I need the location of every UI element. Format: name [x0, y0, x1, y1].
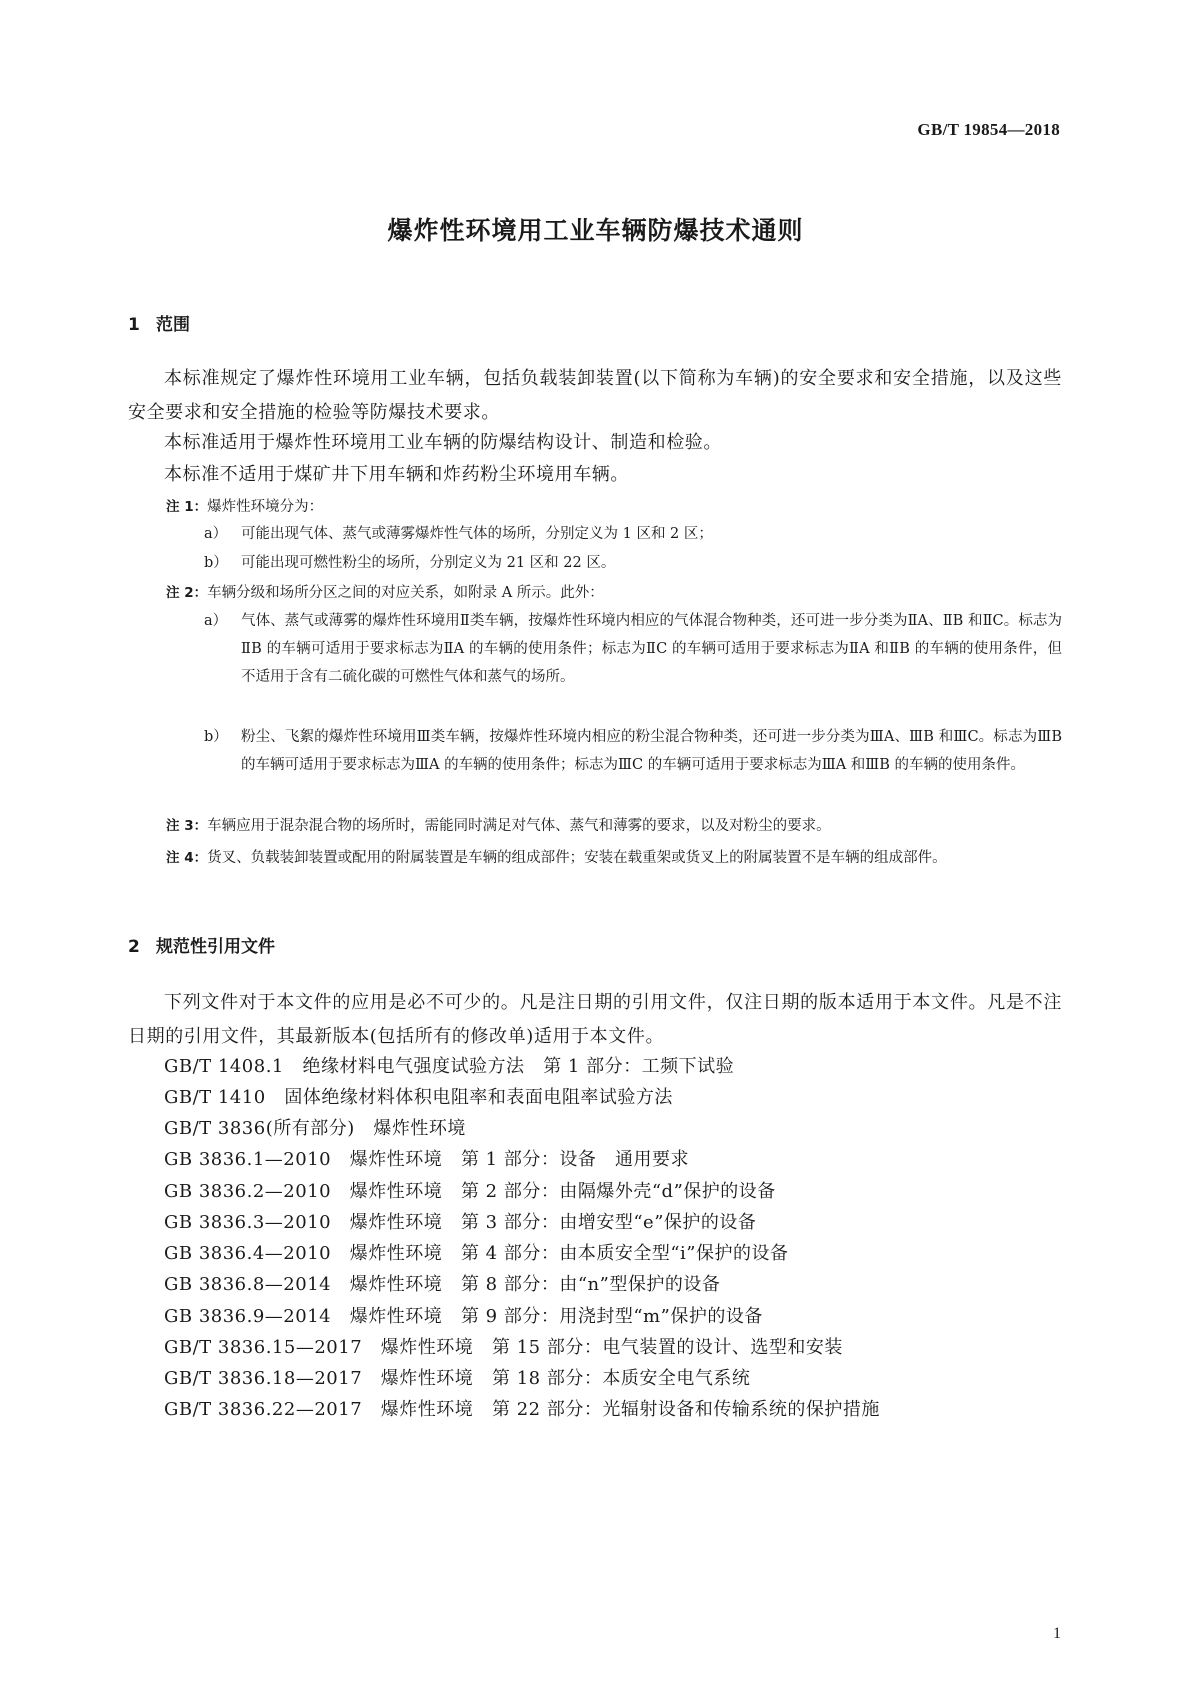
- note-2-item-b: [204, 723, 1062, 779]
- section-number: 2: [128, 937, 140, 957]
- references-intro: 下列文件对于本文件的应用是必不可少的。凡是注日期的引用文件，仅注日期的版本适用于本文件。凡是不注日期的引用文件，其最新版本(包括所有的修改单)适用于本文件。: [128, 992, 1062, 1047]
- note-text: 货叉、负载装卸装置或配用的附属装置是车辆的组成部件；安装在载重架或货叉上的附属装置不是车辆的组成部件。: [207, 850, 947, 866]
- reference-item: GB 3836.9—2014 爆炸性环境 第 9 部分：用浇封型“m”保护的设备: [164, 1306, 763, 1327]
- section-number: 1: [128, 315, 140, 335]
- reference-item: GB/T 3836.15—2017 爆炸性环境 第 15 部分：电气装置的设计、选型和安装: [164, 1337, 843, 1358]
- item-text: 粉尘、飞絮的爆炸性环境用Ⅲ类车辆，按爆炸性环境内相应的粉尘混合物种类，还可进一步分类为ⅢA、ⅢB 和ⅢC。标志为ⅢB 的车辆可适用于要求标志为ⅢA 的车辆的使用条件；标志为ⅢC 的车辆可适用于要求标志为ⅢA 和ⅢB 的车辆的使用条件。: [241, 729, 1062, 773]
- reference-item: GB/T 3836.22—2017 爆炸性环境 第 22 部分：光辐射设备和传输系统的保护措施: [164, 1399, 880, 1420]
- page-number: 1: [1053, 1625, 1061, 1642]
- reference-item: GB 3836.4—2010 爆炸性环境 第 4 部分：由本质安全型“i”保护的设备: [164, 1243, 789, 1264]
- reference-item: GB/T 3836.18—2017 爆炸性环境 第 18 部分：本质安全电气系统: [164, 1368, 751, 1389]
- item-marker: a）: [204, 613, 228, 629]
- note-text: 爆炸性环境分为：: [207, 499, 324, 515]
- scope-paragraph-3: 本标准不适用于煤矿井下用车辆和炸药粉尘环境用车辆。: [164, 464, 629, 485]
- section-2-heading: [128, 932, 275, 957]
- scope-paragraph-2: 本标准适用于爆炸性环境用工业车辆的防爆结构设计、制造和检验。: [164, 432, 722, 453]
- scope-paragraph-1: 本标准规定了爆炸性环境用工业车辆，包括负载装卸装置(以下简称为车辆)的安全要求和安全措施，以及这些安全要求和安全措施的检验等防爆技术要求。: [128, 368, 1062, 423]
- note-label: 注 1：: [166, 499, 208, 515]
- item-marker: a）: [204, 526, 228, 542]
- note-1: [166, 494, 1062, 521]
- reference-item: GB 3836.3—2010 爆炸性环境 第 3 部分：由增安型“e”保护的设备: [164, 1212, 757, 1233]
- item-text: 气体、蒸气或薄雾的爆炸性环境用Ⅱ类车辆，按爆炸性环境内相应的气体混合物种类，还可进一步分类为ⅡA、ⅡB 和ⅡC。标志为ⅡB 的车辆可适用于要求标志为ⅡA 的车辆的使用条件；标志为ⅡC 的车辆可适用于要求标志为ⅡA 和ⅡB 的车辆的使用条件，但不适用于含有二硫化碳的可燃性气体和蒸气的场所。: [241, 613, 1062, 685]
- reference-item: GB/T 1408.1 绝缘材料电气强度试验方法 第 1 部分：工频下试验: [164, 1056, 735, 1077]
- note-label: 注 3：: [166, 818, 208, 834]
- note-2-item-a: [204, 607, 1062, 691]
- item-marker: b）: [204, 555, 228, 571]
- reference-item: GB 3836.1—2010 爆炸性环境 第 1 部分：设备 通用要求: [164, 1149, 690, 1170]
- note-2: [166, 580, 1062, 607]
- note-text: 车辆应用于混杂混合物的场所时，需能同时满足对气体、蒸气和薄雾的要求，以及对粉尘的要求。: [207, 818, 831, 834]
- document-title: 爆炸性环境用工业车辆防爆技术通则: [387, 216, 804, 245]
- section-1-heading: [128, 310, 190, 335]
- note-label: 注 2：: [166, 585, 208, 601]
- reference-item: GB/T 3836(所有部分) 爆炸性环境: [164, 1118, 466, 1139]
- standard-code: GB/T 19854—2018: [917, 120, 1060, 139]
- note-text: 车辆分级和场所分区之间的对应关系，如附录 A 所示。此外：: [207, 585, 604, 601]
- note-3: [166, 813, 1062, 840]
- item-text: 可能出现可燃性粉尘的场所，分别定义为 21 区和 22 区。: [241, 555, 616, 571]
- item-marker: b）: [204, 729, 228, 745]
- section-title: 规范性引用文件: [156, 937, 275, 957]
- reference-item: GB/T 1410 固体绝缘材料体积电阻率和表面电阻率试验方法: [164, 1087, 673, 1108]
- note-1-item-a: [204, 520, 1062, 548]
- item-text: 可能出现气体、蒸气或薄雾爆炸性气体的场所，分别定义为 1 区和 2 区；: [241, 526, 713, 542]
- reference-item: GB 3836.8—2014 爆炸性环境 第 8 部分：由“n”型保护的设备: [164, 1274, 721, 1295]
- reference-item: GB 3836.2—2010 爆炸性环境 第 2 部分：由隔爆外壳“d”保护的设备: [164, 1181, 776, 1202]
- note-1-item-b: [204, 549, 1062, 577]
- section-title: 范围: [156, 315, 190, 335]
- note-4: [166, 845, 1062, 872]
- note-label: 注 4：: [166, 850, 208, 866]
